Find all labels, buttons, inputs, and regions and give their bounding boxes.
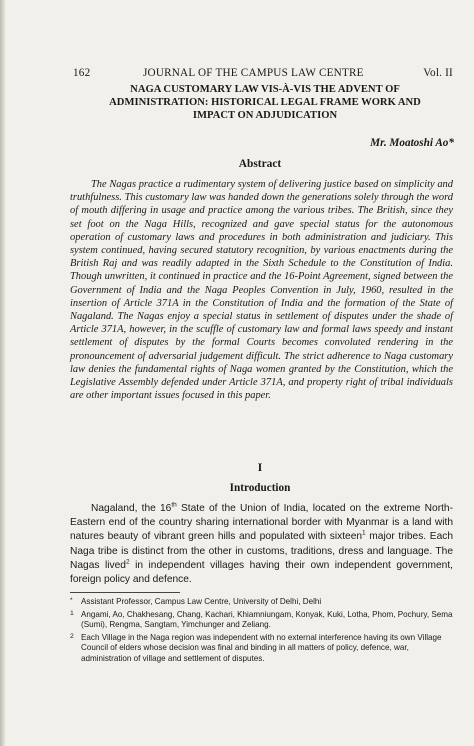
footnote-divider [70,592,180,593]
footnote [70,610,453,631]
intro-paragraph [70,502,453,587]
footnote-text: Angami, Ao, Chakhesang, Chang, Kachari, Khiamniungam, Konyak, Kuki, Lotha, Phom, Pochury, Sema (Sumi), Rengma, Sangtam, Yimchunger and Zeliang. [81,609,453,630]
section-heading: Introduction [229,482,291,494]
abstract-text: The Nagas practice a rudimentary system of delivering justice based on simplicity and truthfulness. This customary law was handed down the generations solely through the word of mouth differing in usage and practice among the various tribes. The British, since they set foot on the Naga Hills, recognized and gave special status for the autonomous operation of customary laws and procedures in both administration and judiciary. This system continued, having secured statutory recognition, by various enactments during the British Raj and was readily adapted in the Sixth Schedule to the Constitution of India. Though unwritten, it continued in practice and the 16-Point Agreement, signed between the Government of India and the Naga Peoples Convention in July, 1960, resulted in the insertion of Article 371A in the Constitution of India and the formation of the State of Nagaland. The Nagas enjoy a special status in settlement of disputes under the shade of Article 371A, however, in the scuffle of customary law and formal laws speedy and instant settlement of disputes by the formal Courts becomes convoluted rendering in the pronouncement of adversarial judgement difficult. The strict adherence to Naga customary law denies the fundamental rights of Naga women granted by the Constitution, which the Legislative Assembly defended under Article 371A, and property right of tribal individuals are other important issues focused in this paper. [70,179,453,402]
footnote-marker: 1 [70,609,74,617]
intro-text: in independent villages having their own independent government, foreign policy and defence. [70,559,454,586]
superscript: th [171,501,177,509]
section-number: I [257,460,263,474]
page-edge-shadow [0,0,6,746]
article-title-line: IMPACT ON ADJUDICATION [192,110,338,122]
journal-title: JOURNAL OF THE CAMPUS LAW CENTRE [143,67,364,79]
volume-label: Vol. II [423,67,453,79]
footnote-ref: 1 [362,530,366,538]
intro-text: Nagaland, the 16 [91,503,172,514]
footnote [70,633,453,665]
intro-text: major tribes. Each Naga tribe is distinct from the other in customs, traditions, dress and language. The Nagas lived [70,531,453,571]
article-title-line: NAGA CUSTOMARY LAW VIS-À-VIS THE ADVENT OF [130,84,400,95]
footnote [70,597,453,608]
article-title [76,83,454,123]
footnote-ref: 2 [125,558,130,566]
article-title-line: ADMINISTRATION: HISTORICAL LEGAL FRAME WORK AND [109,97,421,109]
footnote-text: Each Village in the Naga region was independent with no external interference having its own Village Council of elders whose decision was final and binding in all matters of policy, defence, war, administration of village and settlement of disputes. [81,632,442,663]
footnotes [70,597,453,667]
footnote-text: Assistant Professor, Campus Law Centre, University of Delhi, Delhi [81,597,322,606]
page-number: 162 [73,67,91,79]
abstract-heading: Abstract [238,158,282,170]
running-header [73,67,453,81]
footnote-marker: 2 [70,632,74,640]
author-name: Mr. Moatoshi Ao* [370,137,454,149]
intro-text: State of the Union of India, located on the extreme North-Eastern end of the country sharing international border with Myanmar is a land with natures beauty of vibrant green hills and populated with sixteen [70,503,453,543]
footnote-marker: * [70,597,73,604]
